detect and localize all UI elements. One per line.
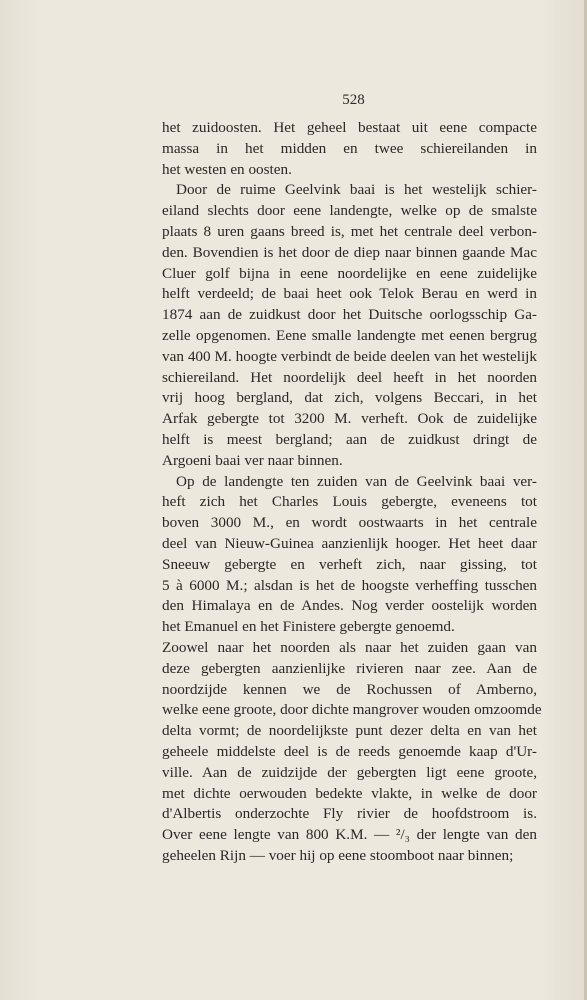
text-line: den. Bovendien is het door de diep naar binnen gaande Mac (162, 243, 537, 261)
text-line: Arfak gebergte tot 3200 M. verheft. Ook de zuidelijke (162, 410, 537, 428)
text-line: Argoeni baai ver naar binnen. (162, 451, 343, 469)
text-line: Zoowel naar het noorden als naar het zuiden gaan van (162, 638, 537, 656)
text-line: den Himalaya en de Andes. Nog verder oostelijk worden (162, 597, 537, 615)
text-line: massa in het midden en twee schiereilanden in (162, 139, 537, 157)
text-line: 1874 aan de zuidkust door het Duitsche oorlogsschip Ga- (162, 306, 537, 324)
text-line: van 400 M. hoogte verbindt de beide deelen van het westelijk (162, 347, 537, 365)
text-line: welke eene groote, door dichte mangrover wouden omzoomde (162, 701, 542, 719)
text-line: helft verdeeld; de baai heet ook Telok Berau en werd in (162, 285, 537, 303)
text-line: het Emanuel en het Finistere gebergte genoemd. (162, 618, 455, 636)
text-line: 5 à 6000 M.; alsdan is het de hoogste verheffing tusschen (162, 576, 537, 594)
text-line: geheele middelste deel is de reeds genoemde kaap d'Ur- (162, 742, 537, 760)
text-line: schiereiland. Het noordelijk deel heeft in het noorden (162, 368, 537, 386)
text-line: zelle opgenomen. Eene smalle landengte met eenen bergrug (162, 326, 537, 344)
text-line: deel van Nieuw-Guinea aanzienlijk hooger. Het heet daar (162, 534, 537, 552)
text-line: Op de landengte ten zuiden van de Geelvink baai ver- (176, 472, 537, 490)
text-line: helft is meest bergland; aan de zuidkust dringt de (162, 430, 537, 448)
text-line: delta vormt; de noordelijkste punt dezer delta en van het (162, 722, 537, 740)
text-line: het zuidoosten. Het geheel bestaat uit eene compacte (162, 119, 537, 136)
text-line: vrij hoog bergland, dat zich, volgens Beccari, in het (162, 389, 537, 407)
text-line: Sneeuw gebergte en verheft zich, naar gissing, tot (162, 555, 537, 573)
text-line: deze gebergten aanzienlijke rivieren naar zee. Aan de (162, 659, 537, 677)
body-text (162, 118, 542, 867)
text-line: Over eene lengte van 800 K.M. — ²/₃ der lengte van den (162, 826, 537, 844)
text-line: eiland slechts door eene landengte, welke op de smalste (162, 202, 537, 220)
text-line: Door de ruime Geelvink baai is het westelijk schier- (176, 181, 537, 199)
text-line: Cluer golf bijna in eene noordelijke en eene zuidelijke (162, 264, 537, 282)
text-line: plaats 8 uren gaans breed is, met het centrale deel verbon- (162, 222, 537, 240)
text-line: boven 3000 M., en wordt oostwaarts in het centrale (162, 514, 537, 532)
text-line: het westen en oosten. (162, 160, 292, 178)
text-line: geheelen Rijn — voer hij op eene stoomboot naar binnen; (162, 846, 514, 864)
text-line: heft zich het Charles Louis gebergte, eveneens tot (162, 493, 537, 511)
text-line: ville. Aan de zuidzijde der gebergten ligt eene groote, (162, 763, 537, 781)
page-number: 528 (342, 92, 365, 108)
text-line: d'Albertis onderzochte Fly rivier de hoofdstroom is. (162, 805, 537, 823)
text-line: noordzijde kennen we de Rochussen of Amberno, (162, 680, 537, 698)
text-line: met dichte oerwouden bedekte vlakte, in welke de door (162, 784, 537, 802)
